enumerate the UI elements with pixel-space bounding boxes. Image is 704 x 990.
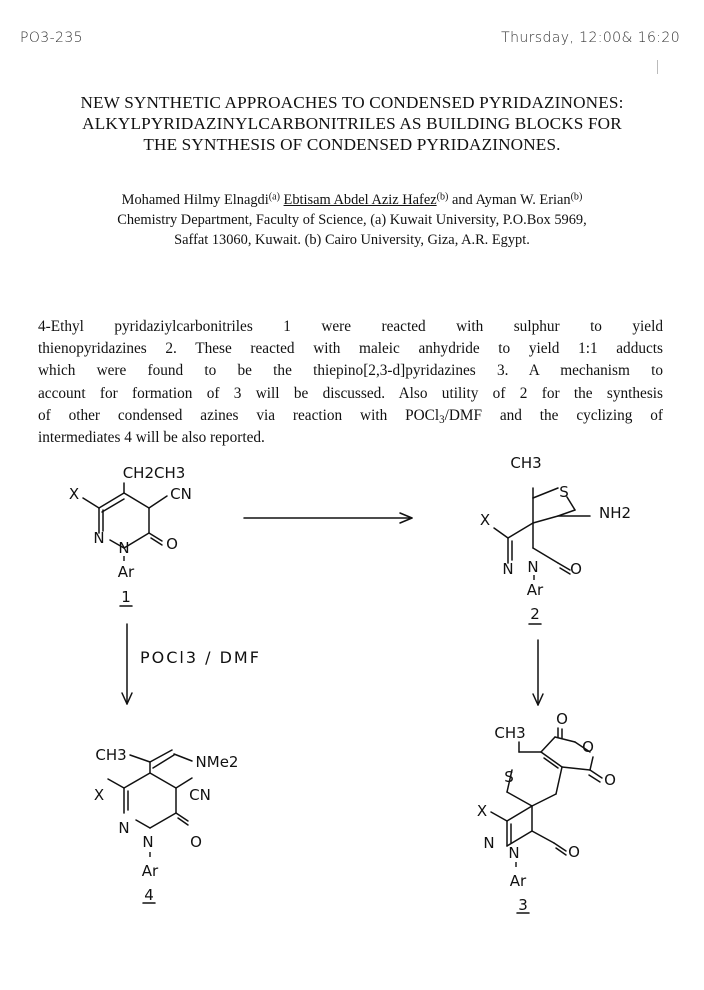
- compound-1-number: 1: [121, 588, 131, 606]
- poster-code: PO3-235: [20, 30, 83, 46]
- affiliation-line-2: Saffat 13060, Kuwait. (b) Cairo University, Giza, A.R. Egypt.: [174, 232, 530, 248]
- compound-3-oxygen-ring: O: [582, 738, 594, 756]
- compound-1-oxygen: O: [166, 535, 178, 553]
- compound-3-x: X: [476, 802, 488, 820]
- reaction-arrows: [122, 513, 543, 705]
- compound-4-methyl: CH3: [95, 746, 127, 764]
- title-line-3: THE SYNTHESIS OF CONDENSED PYRIDAZINONES.: [143, 135, 561, 154]
- compound-4-ar: Ar: [141, 862, 159, 880]
- compound-4-n2: N: [142, 833, 154, 851]
- abstract-line-6: intermediates 4 will be also reported.: [38, 429, 265, 447]
- compound-1-ar: Ar: [117, 563, 135, 581]
- compound-2-ar: Ar: [526, 581, 544, 599]
- compound-2-methyl: CH3: [510, 454, 542, 472]
- author-1-name: Mohamed Hilmy Elnagdi: [121, 192, 269, 208]
- compound-4-nme2: NMe2: [195, 753, 239, 771]
- compound-4-oxygen: O: [190, 833, 202, 851]
- compound-2-sulfur: S: [559, 483, 569, 501]
- compound-2-x: X: [479, 511, 491, 529]
- author-connector: and: [448, 192, 476, 208]
- compound-2-amine: NH2: [598, 504, 632, 522]
- compound-1-n1: N: [93, 529, 105, 547]
- abstract-line-5-pre: of other condensed azines via reaction with POCl: [38, 406, 440, 424]
- reaction-scheme: [0, 440, 704, 985]
- compound-3-sulfur: S: [504, 768, 514, 786]
- compound-3-n2: N: [508, 844, 520, 862]
- author-3-name: Ayman W. Erian: [475, 192, 571, 208]
- compound-2-n1: N: [502, 560, 514, 578]
- scan-mark: [657, 60, 658, 74]
- compound-3-oxygen: O: [568, 843, 580, 861]
- abstract-line-1: 4-Ethyl pyridaziylcarbonitriles 1 were reacted with sulphur to yield: [38, 318, 663, 335]
- affiliation-line-1: Chemistry Department, Faculty of Science, (a) Kuwait University, P.O.Box 5969,: [117, 212, 587, 228]
- compound-2-n2: N: [527, 558, 539, 576]
- compound-4-x: X: [93, 786, 105, 804]
- compound-1-n2: N: [118, 539, 130, 557]
- reagent-label: POCl3 / DMF: [140, 648, 261, 667]
- title-line-2: ALKYLPYRIDAZINYLCARBONITRILES AS BUILDING BLOCKS FOR: [82, 114, 622, 133]
- compound-3-ar: Ar: [509, 872, 527, 890]
- abstract-line-5: [38, 405, 663, 427]
- abstract-line-3: which were found to be the thiepino[2,3-d]pyridazines 3. A mechanism to: [38, 362, 663, 380]
- compound-1-ethyl: CH2CH3: [122, 464, 186, 482]
- author-1-affil: (a): [268, 191, 280, 203]
- abstract-line-4: account for formation of 3 will be discussed. Also utility of 2 for the synthesis: [38, 384, 663, 402]
- compound-1-cn: CN: [170, 485, 192, 503]
- author-2-affil: (b): [436, 191, 449, 203]
- abstract: [38, 316, 663, 449]
- paper-title: [20, 92, 684, 155]
- title-line-1: NEW SYNTHETIC APPROACHES TO CONDENSED PYRIDAZINONES:: [80, 93, 624, 112]
- session-time: Thursday, 12:00& 16:20: [501, 30, 680, 46]
- compound-3-n1: N: [483, 834, 495, 852]
- compound-2-oxygen: O: [570, 560, 582, 578]
- compound-3-oxygen-right: O: [604, 771, 616, 789]
- compound-1-x: X: [68, 485, 80, 503]
- abstract-line-2: thienopyridazines 2. These reacted with maleic anhydride to yield 1:1 adducts: [38, 340, 663, 358]
- compound-3-oxygen-top: O: [556, 710, 568, 728]
- compound-4-n1: N: [118, 819, 130, 837]
- abstract-line-5-sub: 3: [439, 413, 445, 426]
- author-line: [20, 190, 684, 210]
- compound-4-number: 4: [144, 886, 154, 904]
- author-block: [20, 190, 684, 250]
- compound-3-number: 3: [518, 896, 528, 914]
- compound-3-methyl: CH3: [494, 724, 526, 742]
- author-2-name: Ebtisam Abdel Aziz Hafez: [283, 192, 437, 208]
- author-3-affil: (b): [570, 191, 583, 203]
- compound-2-number: 2: [530, 605, 540, 623]
- abstract-line-5-post: /DMF and the cyclizing of: [444, 406, 663, 424]
- compound-4-cn: CN: [189, 786, 211, 804]
